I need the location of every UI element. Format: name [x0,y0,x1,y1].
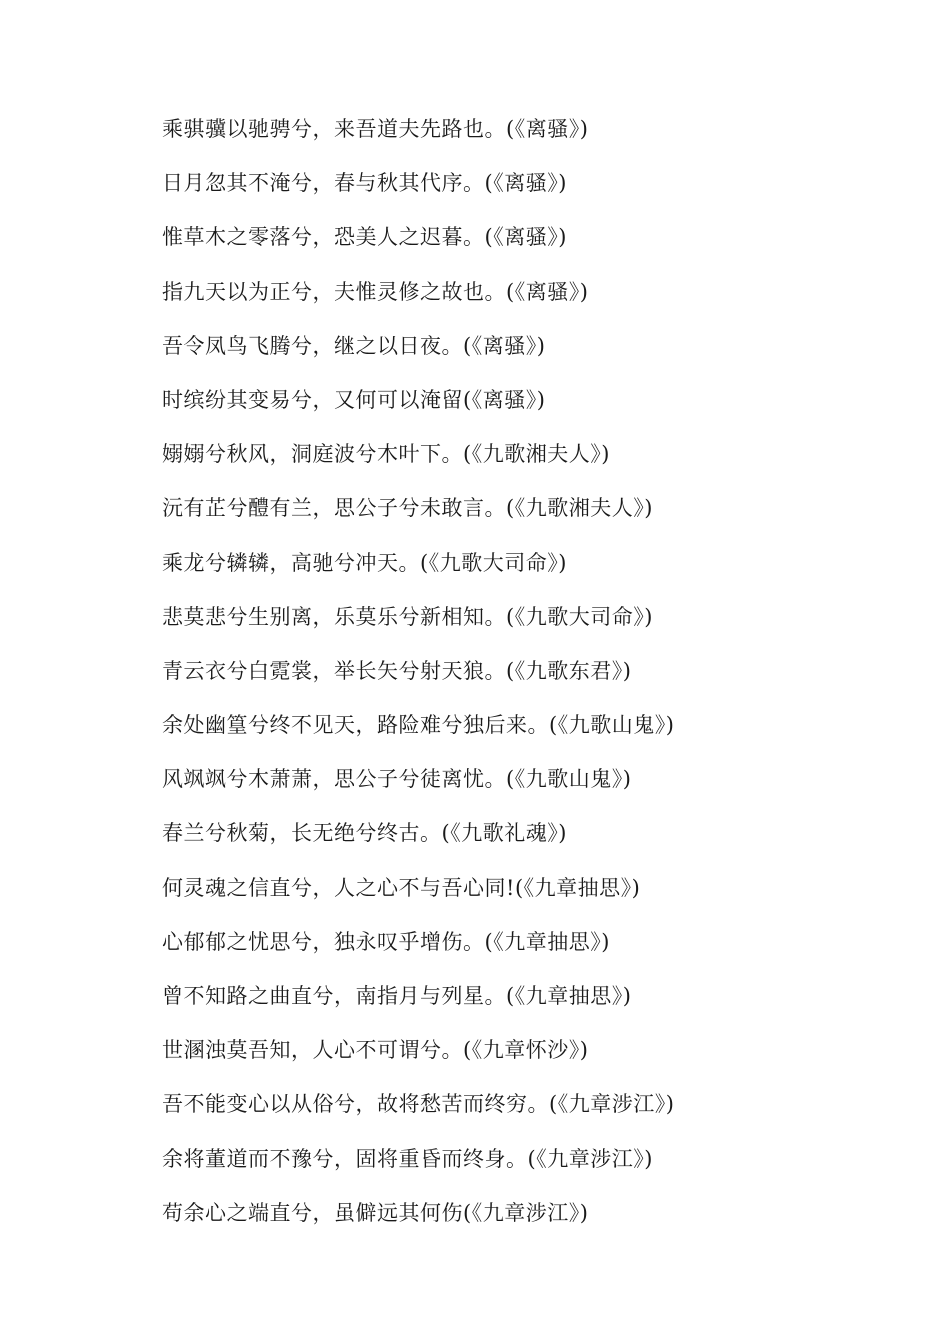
poem-line: 嫋嫋兮秋风，洞庭波兮木叶下。(《九歌湘夫人》) [162,442,610,467]
poem-line: 世溷浊莫吾知，人心不可谓兮。(《九章怀沙》) [162,1038,589,1063]
poem-line: 春兰兮秋菊，长无绝兮终古。(《九歌礼魂》) [162,821,567,846]
poem-line: 苟余心之端直兮，虽僻远其何伤(《九章涉江》) [162,1200,589,1225]
poem-line: 乘骐骥以驰骋兮，来吾道夫先路也。(《离骚》) [162,117,589,141]
poem-line: 乘龙兮辚辚，高驰兮冲天。(《九歌大司命》) [162,550,567,575]
poem-line: 悲莫悲兮生别离，乐莫乐兮新相知。(《九歌大司命》) [162,604,653,629]
poem-line: 时缤纷其变易兮，又何可以淹留(《离骚》) [162,387,546,412]
poem-line: 惟草木之零落兮，恐美人之迟暮。(《离骚》) [162,225,567,250]
poem-line: 曾不知路之曲直兮，南指月与列星。(《九章抽思》) [162,984,632,1008]
poem-lines-list [162,113,882,1251]
poem-line: 吾不能变心以从俗兮，故将愁苦而终穷。(《九章涉江》) [162,1092,675,1117]
poem-line: 青云衣兮白霓裳，举长矢兮射天狼。(《九歌东君》) [162,658,632,683]
poem-line: 日月忽其不淹兮，春与秋其代序。(《离骚》) [162,171,567,196]
poem-line: 风飒飒兮木萧萧，思公子兮徒离忧。(《九歌山鬼》) [162,767,632,792]
poem-line: 吾令凤鸟飞腾兮，继之以日夜。(《离骚》) [162,333,546,358]
poem-line: 余将董道而不豫兮，固将重昏而终身。(《九章涉江》) [162,1146,653,1171]
poem-line: 余处幽篁兮终不见天，路险难兮独后来。(《九歌山鬼》) [162,713,675,738]
poem-line: 心郁郁之忧思兮，独永叹乎增伤。(《九章抽思》) [162,929,610,954]
poem-line: 沅有芷兮醴有兰，思公子兮未敢言。(《九歌湘夫人》) [162,496,653,521]
poem-line: 指九天以为正兮，夫惟灵修之故也。(《离骚》) [162,279,589,304]
poem-line: 何灵魂之信直兮，人之心不与吾心同!(《九章抽思》) [162,875,641,900]
